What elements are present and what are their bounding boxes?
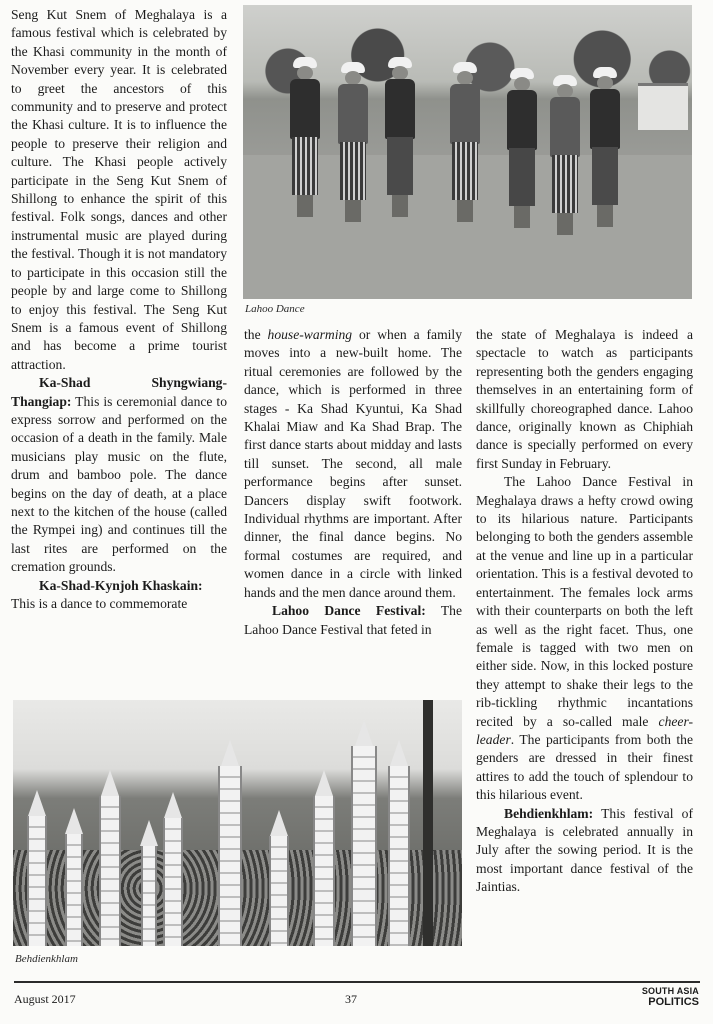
ka-shad-kynjoh-heading: Ka-Shad-Kynjoh Khaskain: xyxy=(39,577,203,593)
house-warming-text-start: the xyxy=(244,327,268,342)
dancer xyxy=(336,62,370,222)
footer-date: August 2017 xyxy=(14,992,76,1006)
lahoo-festival-heading: Lahoo Dance Festival: xyxy=(272,603,426,619)
lahoo-crowd-text-start: The Lahoo Dance Festival in Meghalaya draws a hefty crowd owing to its hilarious nature. Participants belonging to both the genders assemble at the venue and line up in a particular orientation. This is a festival devoted to entertainment. The females lock arms with their counterparts on both the left as well as the right facet. Thus, one female is tagged with two men on either side. Now, in this locked posture they attempt to shake their legs to the rib-tickling rhythmic incantations recited by a so-called male xyxy=(476,474,693,729)
behdienkhlam-text: This festival of Meghalaya is celebrated annually in July after the sowing period. It is the most important dance festival of the Jaintias. xyxy=(476,805,693,895)
tower xyxy=(388,766,410,946)
ka-shad-shyngwiang-text: This is ceremonial dance to express sorrow and performed on the occasion of a death in the family. Male musicians play music on the flute, drum and bamboo pole. The dance begins on the day of death, at a place next to the kitchen of the house (called the Rympei ing) and continues till the last rites are performed on the cremation grounds. xyxy=(11,393,227,575)
magazine-logo-line2: POLITICS xyxy=(648,996,699,1008)
tower xyxy=(313,796,335,946)
tower xyxy=(99,796,121,946)
seng-kut-snem-paragraph: Seng Kut Snem of Meghalaya is a famous festival which is celebrated by the Khasi community in the month of November every year. It is celebrated to greet the ancestors of this community and to preserve and protect the Khasi culture. It is to influence the people to preserve their religion and culture. The Khasi people actively participate in the Seng Kut Snem of Shillong to enhance the spirit of this festival. Folk songs, dances and other instrumental music are played during the festival. Though it is not mandatory to participate in this occasion still the people by and large come to Shillong to enjoy this festival. The Seng Kut Snem is a famous event of Shillong and has become a prime tourist attraction. xyxy=(11,7,227,372)
dancer xyxy=(505,68,539,228)
magazine-logo xyxy=(642,986,699,1008)
lahoo-dance-photo xyxy=(243,5,692,299)
lahoo-dance-caption: Lahoo Dance xyxy=(245,303,305,315)
dancer xyxy=(288,57,322,217)
column-1 xyxy=(11,6,227,613)
dancer xyxy=(448,62,482,222)
ka-shad-kynjoh-text: This is a dance to commemorate xyxy=(11,596,188,611)
dancer xyxy=(588,67,622,227)
behdienkhlam-paragraph xyxy=(476,805,693,897)
footer-rule xyxy=(14,981,700,983)
tower xyxy=(163,818,183,946)
tower xyxy=(27,816,47,946)
tower xyxy=(269,836,289,946)
behdienkhlam-heading: Behdienkhlam: xyxy=(504,805,594,821)
lahoo-festival-text: The Lahoo Dance Festival that feted in xyxy=(244,603,462,637)
house-warming-emphasis: house-warming xyxy=(267,327,353,342)
page-number: 37 xyxy=(345,992,357,1006)
house-warming-text-end: or when a family moves into a new-built home. The ritual ceremonies are followed by the dance, which is performed in three stages - Ka Shad Kyuntui, Ka Shad Khalai Miaw and Ka Shad Brap. The first dance starts about midday and lasts till sunset. The second, all male performance begins after sunset. Dancers display swift footwork. Individual rhythms are important. After dinner, the final dance begins. No formal costumes are required, and women dance in a circle with linked hands and the men dance around them. xyxy=(244,327,462,600)
lahoo-crowd-paragraph xyxy=(476,473,693,804)
lahoo-crowd-text-end: . The participants from both the genders are dressed in their finest attires to add the touch of splendour to this hilarious event. xyxy=(476,731,693,803)
behdienkhlam-photo xyxy=(13,700,462,946)
lahoo-spectacle-paragraph: the state of Meghalaya is indeed a spectacle to watch as participants representing both the genders engaging themselves in an entertaining form of skillfully choreographed dance. Lahoo dance, originally known as Chiphiah dance is specially performed on every first Sunday in February. xyxy=(476,327,693,471)
tower xyxy=(141,846,157,946)
dancer xyxy=(548,75,582,235)
lahoo-festival-paragraph xyxy=(244,602,462,639)
house-warming-paragraph xyxy=(244,326,462,602)
tower xyxy=(65,834,83,946)
tower xyxy=(218,766,242,946)
magazine-logo-line1: SOUTH ASIA xyxy=(641,986,699,996)
dancer xyxy=(383,57,417,217)
column-3 xyxy=(476,326,693,897)
ka-shad-shyngwiang-heading: Ka-Shad Shyngwiang-Thangiap: xyxy=(11,375,227,409)
ka-shad-shyngwiang-paragraph xyxy=(11,374,227,576)
behdienkhlam-caption: Behdienkhlam xyxy=(15,953,78,965)
tower xyxy=(351,746,377,946)
wooden-pole xyxy=(423,700,433,946)
building xyxy=(638,83,688,130)
cheer-leader-emphasis: cheer-leader xyxy=(476,713,693,747)
column-2 xyxy=(244,326,462,639)
